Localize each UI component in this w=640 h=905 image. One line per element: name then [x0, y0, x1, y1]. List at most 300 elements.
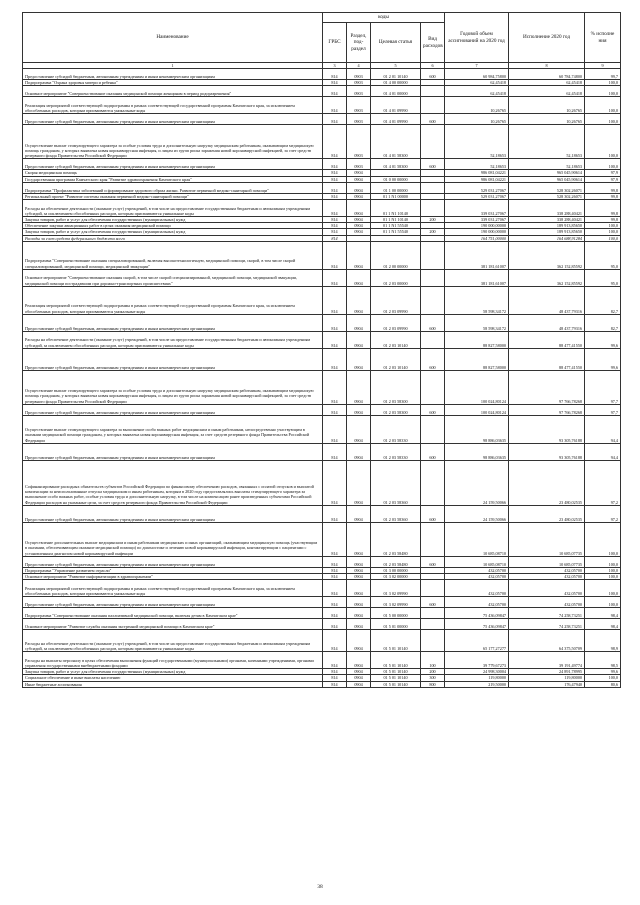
row-section: 0904 [347, 200, 371, 217]
row-exp-type [421, 125, 445, 159]
row-section: 0904 [347, 652, 371, 669]
row-percent: 94,4 [585, 415, 621, 443]
header-annual: Годовой объем ассигнований на 2020 год [445, 13, 509, 63]
table-row [23, 269, 621, 286]
row-target: 01 3 02 09990 [371, 597, 421, 608]
row-executed: 93 305,76188 [509, 443, 585, 460]
row-percent: 97,7 [585, 404, 621, 415]
row-grbs: 814 [323, 86, 347, 97]
row-percent: 100,0 [585, 223, 621, 229]
row-target: 01 2 03 09990 [371, 286, 421, 314]
row-exp-type: 600 [421, 114, 445, 125]
row-percent: 100,0 [585, 675, 621, 681]
row-target: 01 2 03 10140 [371, 348, 421, 370]
col-number: 8 [509, 63, 585, 69]
row-percent: 100,0 [585, 574, 621, 580]
row-name: Обеспечение закупки авиационных работ в целях оказания медицинской помощи [23, 223, 323, 229]
page-number: 38 [317, 884, 323, 890]
row-section: 0903 [347, 159, 371, 170]
row-grbs: 814 [323, 460, 347, 505]
row-executed: 74 258,73251 [509, 619, 585, 630]
row-section: 0904 [347, 556, 371, 567]
row-annual: 381 181,61007 [445, 241, 509, 269]
row-name: Подпрограмма "Профилактика заболеваний и формирование здорового образа жизни. Развитие первичной медико-санитарной помощи" [23, 182, 323, 193]
row-executed: 10 685,07735 [509, 522, 585, 556]
row-name: Расходы на обеспечение деятельности (оказание услуг) учреждений, в том числе на предоставление государственным бюджетным и автономным учреждениям субсидий, за исключением обособленных расходов, которым присваиваются уникальные коды [23, 630, 323, 652]
row-percent: 100,0 [585, 86, 621, 97]
row-section: 0903 [347, 69, 371, 80]
row-executed: 528 302,26071 [509, 193, 585, 199]
row-exp-type: 100 [421, 652, 445, 669]
row-annual: 529 031,27067 [445, 193, 509, 199]
row-name: Расходы на выплаты персоналу в целях обеспечения выполнения функций государственными (муниципальными) органами, казенными учреждениями, органами управления государственными внебюджетными фондами [23, 652, 323, 669]
row-grbs: 814 [323, 182, 347, 193]
row-name: Осуществление выплат стимулирующего характера за особые условия труда и дополнительную нагрузку медицинским работникам, оказывающим медицинскую помощь гражданам, у которых выявлена новая коронавирусная инфекция, и лицам из групп риска заражения новой коронавирусной инфекцией, за счет средств резервного фонда Правительства Российской Федерации [23, 370, 323, 404]
row-section: 0904 [347, 331, 371, 348]
row-annual: 164 751,00000 [445, 235, 509, 241]
row-executed: 24 891,78995 [509, 669, 585, 675]
row-annual: 190 000,00000 [445, 223, 509, 229]
row-executed: 362 152,85592 [509, 269, 585, 286]
row-name: Закупка товаров, работ и услуг для обеспечения государственных (муниципальных) нужд [23, 217, 323, 223]
row-name: Основное мероприятие "Развитие службы оказания экстренной медицинской помощи в Камчатском крае" [23, 619, 323, 630]
row-executed: 23 480,02535 [509, 460, 585, 505]
col-number: 1 [23, 63, 323, 69]
row-exp-type: 600 [421, 556, 445, 567]
row-annual: 24 998,30004 [445, 669, 509, 675]
row-target: 01 2 03 58480 [371, 522, 421, 556]
row-annual: 24 159,50066 [445, 460, 509, 505]
row-annual: 98 886,03635 [445, 415, 509, 443]
col-number: 3 [323, 63, 347, 69]
row-section: 0904 [347, 580, 371, 597]
row-annual: 219,50000 [445, 681, 509, 687]
table-row [23, 314, 621, 331]
row-executed: 432,05700 [509, 580, 585, 597]
row-grbs: 814 [323, 235, 347, 241]
row-percent: 100,0 [585, 556, 621, 567]
row-section: 0903 [347, 97, 371, 114]
row-name: Основное мероприятие "Совершенствование оказания скорой, в том числе скорой специализированной, медицинской помощи, медицинской эвакуации, медицинской помощи пострадавшим при дорожно-транспортных происшествиях" [23, 269, 323, 286]
row-name: Предоставление субсидий бюджетным, автономным учреждениям и иным некоммерческим организациям [23, 597, 323, 608]
row-executed: 189 913,85650 [509, 223, 585, 229]
table-row [23, 97, 621, 114]
row-annual: 432,05700 [445, 597, 509, 608]
row-name: Осуществление выплат стимулирующего характера за особые условия труда и дополнительную нагрузку медицинским работникам, оказывающим медицинскую помощь гражданам, у которых выявлена новая коронавирусная инфекция, и лицам из групп риска заражения новой коронавирусной инфекцией, за счет средств резервного фонда Правительства Российской Федерации [23, 125, 323, 159]
row-annual: 986 081,04221 [445, 170, 509, 176]
row-executed: 164 688,91284 [509, 235, 585, 241]
row-executed: 48 437,79316 [509, 286, 585, 314]
row-grbs: 814 [323, 286, 347, 314]
row-percent: 99,8 [585, 217, 621, 223]
row-grbs: 814 [323, 608, 347, 619]
row-grbs: 814 [323, 241, 347, 269]
header-target: Целевая статья [371, 23, 421, 63]
row-exp-type [421, 241, 445, 269]
row-percent: 98,4 [585, 608, 621, 619]
row-executed: 97 766,78268 [509, 370, 585, 404]
row-grbs: 814 [323, 443, 347, 460]
row-section: 0904 [347, 217, 371, 223]
row-section: 0904 [347, 669, 371, 675]
row-exp-type: 600 [421, 597, 445, 608]
table-row [23, 159, 621, 170]
row-target: 01 3 02 09990 [371, 580, 421, 597]
row-exp-type [421, 608, 445, 619]
row-section: 0904 [347, 574, 371, 580]
row-name: Закупка товаров, работ и услуг для обеспечения государственных (муниципальных) нужд [23, 669, 323, 675]
row-executed: 10 685,07735 [509, 556, 585, 567]
row-target: 01 2 03 58300 [371, 404, 421, 415]
row-executed: 338 288,40421 [509, 200, 585, 217]
table-row [23, 370, 621, 404]
row-section: 0903 [347, 125, 371, 159]
row-percent: 82,7 [585, 286, 621, 314]
row-name: Подпрограмма "Управление развитием отрасли" [23, 567, 323, 573]
row-percent: 100,0 [585, 114, 621, 125]
row-section: 0904 [347, 522, 371, 556]
row-annual: 100 024,80124 [445, 404, 509, 415]
row-percent: 97,9 [585, 176, 621, 182]
row-section: 0903 [347, 86, 371, 97]
row-exp-type [421, 580, 445, 597]
row-name: Расходы на обеспечение деятельности (оказание услуг) учреждений, в том числе на предоставление государственным бюджетным и автономным учреждениям субсидий, за исключением обособленных расходов, которым присваиваются уникальные коды [23, 200, 323, 217]
table-row [23, 182, 621, 193]
row-grbs: 814 [323, 669, 347, 675]
row-target: 01 3 02 00000 [371, 574, 421, 580]
row-name: Расходы на обеспечение деятельности (оказание услуг) учреждений, в том числе на предоставление государственным бюджетным и автономным учреждениям субсидий, за исключением обособленных расходов, которым присваиваются уникальные коды [23, 331, 323, 348]
col-number: 7 [445, 63, 509, 69]
row-grbs: 814 [323, 348, 347, 370]
row-target: 01 2 03 09990 [371, 314, 421, 331]
row-name: Закупка товаров, работ и услуг для обеспечения государственных (муниципальных) нужд [23, 229, 323, 235]
row-exp-type: 600 [421, 505, 445, 522]
row-percent: 99,6 [585, 669, 621, 675]
row-section: 0904 [347, 229, 371, 235]
row-annual: 10,26765 [445, 114, 509, 125]
row-percent: 100,0 [585, 97, 621, 114]
row-percent: 95,0 [585, 241, 621, 269]
row-section: 0904 [347, 314, 371, 331]
row-executed: 88 477,41550 [509, 331, 585, 348]
row-percent: 100,0 [585, 159, 621, 170]
row-executed: 39 191,49774 [509, 652, 585, 669]
row-grbs: 814 [323, 619, 347, 630]
row-target: 01 2 00 00000 [371, 241, 421, 269]
row-grbs: 814 [323, 217, 347, 223]
row-section: 0903 [347, 114, 371, 125]
row-percent: 100,0 [585, 567, 621, 573]
row-grbs: 814 [323, 314, 347, 331]
row-section: 0904 [347, 193, 371, 199]
table-row [23, 597, 621, 608]
row-grbs: 814 [323, 630, 347, 652]
row-name: Расходы за счет средств федерального бюджета всего [23, 235, 323, 241]
row-grbs: 814 [323, 97, 347, 114]
row-name: Предоставление субсидий бюджетным, автономным учреждениям и иным некоммерческим организациям [23, 69, 323, 80]
header-codes: коды [323, 13, 445, 23]
row-grbs: 814 [323, 176, 347, 182]
row-annual: 88 827,58000 [445, 331, 509, 348]
row-executed: 189 913,85650 [509, 229, 585, 235]
row-name: Иные бюджетные ассигнования [23, 681, 323, 687]
row-executed: 119,80000 [509, 675, 585, 681]
row-percent: 99,6 [585, 348, 621, 370]
header-exp-type: Вид расходов [421, 23, 445, 63]
row-annual: 58 598,34172 [445, 286, 509, 314]
row-exp-type [421, 86, 445, 97]
row-percent: 97,7 [585, 370, 621, 404]
row-annual: 39 779,67273 [445, 652, 509, 669]
row-target: 01 5 01 10140 [371, 630, 421, 652]
row-exp-type [421, 331, 445, 348]
row-name: Предоставление субсидий бюджетным, автономным учреждениям и иным некоммерческим организациям [23, 556, 323, 567]
row-exp-type: 600 [421, 443, 445, 460]
row-grbs: 814 [323, 331, 347, 348]
row-percent: 82,7 [585, 314, 621, 331]
row-name: Предоставление субсидий бюджетным, автономным учреждениям и иным некоммерческим организациям [23, 505, 323, 522]
row-grbs: 814 [323, 80, 347, 86]
row-executed: 10,26765 [509, 97, 585, 114]
row-target: 01 2 03 10140 [371, 331, 421, 348]
row-grbs: 814 [323, 415, 347, 443]
row-section: 0903 [347, 80, 371, 86]
col-number: 6 [421, 63, 445, 69]
row-target: 01 2 03 58360 [371, 505, 421, 522]
row-annual: 10 685,08710 [445, 556, 509, 567]
row-annual: 75 436,09847 [445, 608, 509, 619]
row-executed: 965 045,90614 [509, 170, 585, 176]
row-annual: 339 031,27067 [445, 217, 509, 223]
table-row [23, 286, 621, 314]
row-annual: 529 031,27067 [445, 182, 509, 193]
row-executed: 338 288,40421 [509, 217, 585, 223]
row-section: 0904 [347, 443, 371, 460]
row-target: 01 0 00 00000 [371, 176, 421, 182]
table-row [23, 580, 621, 597]
row-name: Государственная программа Камчатского края "Развитие здравоохранения Камчатского края" [23, 176, 323, 182]
row-section: 0904 [347, 182, 371, 193]
row-section: 0904 [347, 176, 371, 182]
row-grbs: 814 [323, 574, 347, 580]
row-percent: 97,2 [585, 505, 621, 522]
row-executed: 74 258,73251 [509, 608, 585, 619]
row-grbs: 814 [323, 652, 347, 669]
row-annual: 75 436,09847 [445, 619, 509, 630]
row-annual: 339 031,27067 [445, 200, 509, 217]
row-grbs: 814 [323, 522, 347, 556]
row-section: 0904 [347, 286, 371, 314]
row-annual: 432,05700 [445, 574, 509, 580]
row-annual: 24 159,50066 [445, 505, 509, 522]
row-grbs: 814 [323, 269, 347, 286]
row-percent: 100,0 [585, 80, 621, 86]
row-section: 0904 [347, 170, 371, 176]
row-name: Социальное обеспечение и иные выплаты населению [23, 675, 323, 681]
row-executed: 52,18653 [509, 159, 585, 170]
row-grbs: 814 [323, 370, 347, 404]
row-name: Основное мероприятие "Развитие информатизации в здравоохранении" [23, 574, 323, 580]
row-executed: 62,45418 [509, 80, 585, 86]
row-grbs: 814 [323, 567, 347, 573]
row-percent: 99,7 [585, 69, 621, 80]
row-grbs: 814 [323, 580, 347, 597]
row-target: 01 5 01 10140 [371, 675, 421, 681]
row-percent: 100,0 [585, 522, 621, 556]
row-target: 01 2 01 10140 [371, 69, 421, 80]
row-annual: 62,45418 [445, 80, 509, 86]
row-percent: 98,9 [585, 630, 621, 652]
table-row [23, 619, 621, 630]
row-section: 0904 [347, 223, 371, 229]
row-grbs: 814 [323, 193, 347, 199]
row-executed: 176,47940 [509, 681, 585, 687]
row-percent: 100,0 [585, 229, 621, 235]
row-section: 0904 [347, 619, 371, 630]
row-target: 01 1 00 00000 [371, 182, 421, 193]
row-percent: 99,8 [585, 182, 621, 193]
table-row [23, 443, 621, 460]
row-target: 01 4 01 00000 [371, 86, 421, 97]
row-name: Подпрограмма "Охрана здоровья матери и ребенка" [23, 80, 323, 86]
row-executed: 432,05700 [509, 597, 585, 608]
table-row [23, 505, 621, 522]
row-annual: 986 081,04221 [445, 176, 509, 182]
header-executed: Исполнение 2020 год [509, 13, 585, 63]
row-exp-type [421, 286, 445, 314]
row-name: Предоставление субсидий бюджетным, автономным учреждениям и иным некоммерческим организациям [23, 404, 323, 415]
row-exp-type: 600 [421, 404, 445, 415]
row-annual: 52,18653 [445, 159, 509, 170]
col-number: 4 [347, 63, 371, 69]
row-exp-type [421, 630, 445, 652]
row-target: 01 1 N1 55540 [371, 229, 421, 235]
table-row [23, 200, 621, 217]
row-name: Предоставление субсидий бюджетным, автономным учреждениям и иным некоммерческим организациям [23, 114, 323, 125]
row-target: 01 5 00 00000 [371, 608, 421, 619]
row-exp-type: 200 [421, 669, 445, 675]
row-exp-type: 800 [421, 681, 445, 687]
row-name: Региональный проект "Развитие системы оказания первичной медико-санитарной помощи" [23, 193, 323, 199]
row-annual: 432,05700 [445, 567, 509, 573]
row-exp-type: 600 [421, 314, 445, 331]
table-row [23, 681, 621, 687]
header-section: Раздел, под-раздел [347, 23, 371, 63]
row-exp-type: 600 [421, 69, 445, 80]
row-target: 01 5 01 10140 [371, 681, 421, 687]
row-exp-type [421, 619, 445, 630]
row-name: Основное мероприятие "Совершенствование оказания медицинской помощи женщинам в период родоразрешения" [23, 86, 323, 97]
row-grbs: 814 [323, 159, 347, 170]
row-percent: 97,2 [585, 460, 621, 505]
row-executed: 97 766,78268 [509, 404, 585, 415]
row-executed: 362 152,85592 [509, 241, 585, 269]
row-grbs: 814 [323, 675, 347, 681]
row-annual: 381 181,61007 [445, 269, 509, 286]
table-row [23, 522, 621, 556]
row-section: 0904 [347, 608, 371, 619]
row-executed: 88 477,41550 [509, 348, 585, 370]
row-target: 01 1 N1 10140 [371, 217, 421, 223]
row-percent: 94,4 [585, 443, 621, 460]
row-section: 0904 [347, 567, 371, 573]
row-section: 0904 [347, 269, 371, 286]
row-grbs: 814 [323, 681, 347, 687]
row-target: 01 1 N1 10140 [371, 200, 421, 217]
row-section: 0904 [347, 675, 371, 681]
row-section: 0904 [347, 404, 371, 415]
row-section: 0904 [347, 415, 371, 443]
row-target: 01 5 01 10140 [371, 669, 421, 675]
row-name: Предоставление субсидий бюджетным, автономным учреждениям и иным некоммерческим организациям [23, 348, 323, 370]
row-grbs: 814 [323, 200, 347, 217]
row-target: 01 5 01 10140 [371, 652, 421, 669]
row-target: 01 4 00 00000 [371, 80, 421, 86]
table-body [23, 63, 621, 688]
row-section: 0904 [347, 597, 371, 608]
row-name: Софинансирование расходных обязательств субъектов Российской Федерации по финансовому обеспечению расходов, связанных с оплатой отпусков и выплатой компенсации за неиспользованные отпуска медицинским и иным работникам, которым в 2020 году предоставлялись выплаты стимулирующего характера за выполнение особо важных работ, особые условия труда и дополнительную нагрузку, в том числе на компенсацию ранее произведенных субъектами Российской Федерации расходов на указанные цели, за счет средств резервного фонда Правительства Российской Федерации [23, 460, 323, 505]
row-name: Предоставление субсидий бюджетным, автономным учреждениям и иным некоммерческим организациям [23, 443, 323, 460]
row-name: Подпрограмма "Совершенствование оказания паллиативной медицинской помощи, включая детям в Камчатском крае" [23, 608, 323, 619]
row-percent: 97,9 [585, 170, 621, 176]
row-grbs: 814 [323, 556, 347, 567]
row-grbs: 814 [323, 229, 347, 235]
row-name: Осуществление дополнительных выплат медицинским и иным работникам медицинских и иных организаций, оказывающим медицинскую помощь (участвующим в оказании, обеспечивающим оказание медицинской помощи) по диагностике и лечению новой коронавирусной инфекции, контактирующим с пациентами с установленным диагнозом новой коронавирусной инфекции [23, 522, 323, 556]
table-row [23, 69, 621, 80]
row-name: Скорая медицинская помощь [23, 170, 323, 176]
row-grbs: 814 [323, 505, 347, 522]
header-name: Наименование [23, 13, 323, 63]
row-target: 01 4 01 09990 [371, 97, 421, 114]
row-target: 01 2 03 00000 [371, 269, 421, 286]
row-grbs: 814 [323, 597, 347, 608]
table-row [23, 331, 621, 348]
row-executed: 48 437,79316 [509, 314, 585, 331]
row-percent: 99,6 [585, 331, 621, 348]
row-executed: 10,26765 [509, 114, 585, 125]
table-row [23, 630, 621, 652]
row-target: 01 4 01 58300 [371, 125, 421, 159]
row-executed: 60 784,74800 [509, 69, 585, 80]
row-annual: 10 685,08710 [445, 522, 509, 556]
row-exp-type [421, 269, 445, 286]
row-annual: 100 024,80124 [445, 370, 509, 404]
row-exp-type [421, 522, 445, 556]
row-exp-type: 200 [421, 229, 445, 235]
header-percent: % исполне ния [585, 13, 621, 63]
row-grbs: 814 [323, 125, 347, 159]
row-annual: 190 000,00000 [445, 229, 509, 235]
row-name: Предоставление субсидий бюджетным, автономным учреждениям и иным некоммерческим организациям [23, 314, 323, 331]
row-annual: 58 598,34172 [445, 314, 509, 331]
row-section: 0904 [347, 681, 371, 687]
row-annual: 119,80000 [445, 675, 509, 681]
row-percent: 95,0 [585, 269, 621, 286]
row-grbs: 814 [323, 404, 347, 415]
row-exp-type [421, 200, 445, 217]
row-percent: 100,0 [585, 125, 621, 159]
row-executed: 432,05700 [509, 567, 585, 573]
table-row [23, 114, 621, 125]
row-percent: 98,5 [585, 652, 621, 669]
row-section: 0904 [347, 460, 371, 505]
header-grbs: ГРБС [323, 23, 347, 63]
row-target: 01 4 01 58300 [371, 159, 421, 170]
row-exp-type [421, 97, 445, 114]
table-row [23, 348, 621, 370]
row-percent: 100,0 [585, 235, 621, 241]
col-number: 5 [371, 63, 421, 69]
